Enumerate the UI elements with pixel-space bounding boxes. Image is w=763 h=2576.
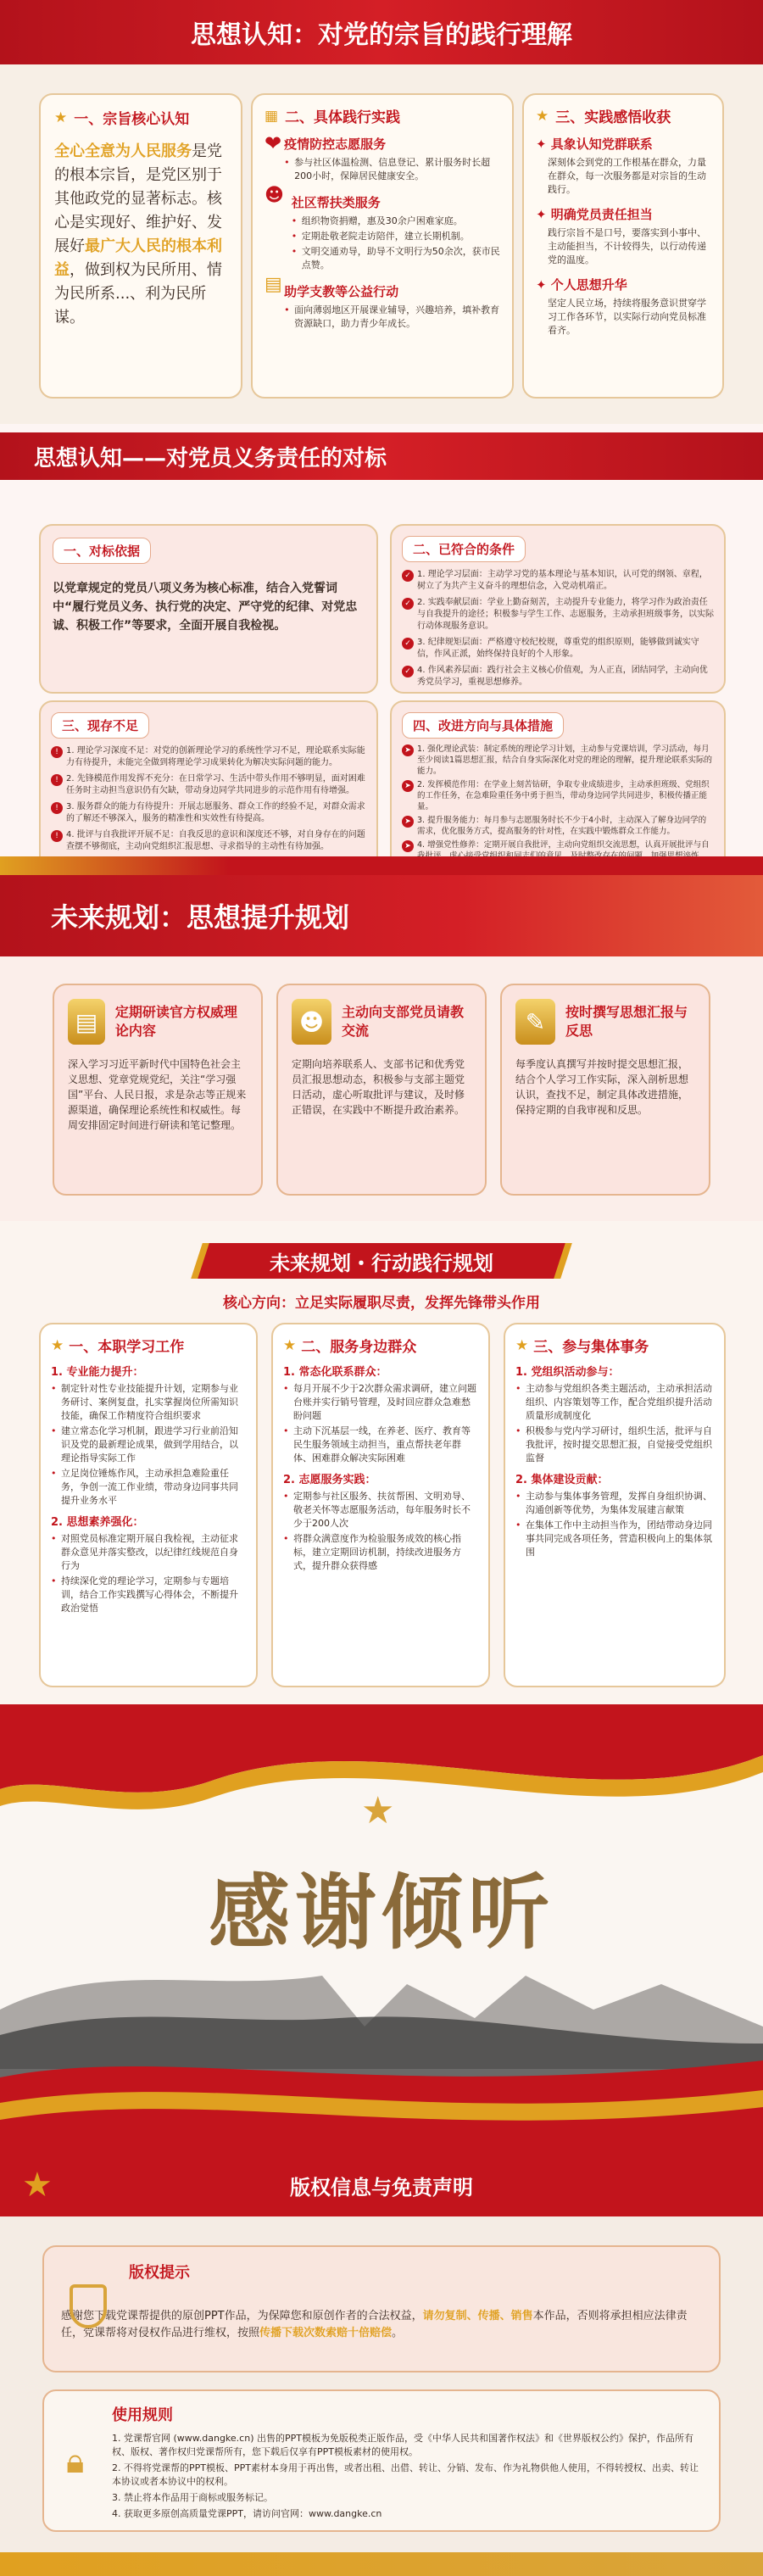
insight-item: ✦ 个人思想升华 坚定人民立场，持续将服务意识贯穿学习工作各环节，以实际行动向党员标准看齐。 [536, 277, 706, 336]
improvement-card [390, 700, 726, 875]
shortcoming-card [39, 700, 378, 875]
mission-core-card [39, 93, 242, 399]
number-badge-icon: ➤ [402, 780, 414, 792]
practice-item: ☻ 社区帮扶类服务 • 组织物资捐赠，惠及30余户困难家庭。 • 定期赴敬老院走访陪伴，建立长期机制。 • 文明交通劝导，助导不文明行为50余次，获市民点赞。 [265, 185, 500, 274]
insight-card [522, 93, 724, 399]
document-lock-icon: 🔒︎ [66, 2442, 85, 2481]
number-badge-icon: ! [51, 830, 63, 842]
section-copyright [0, 2154, 763, 2576]
rule-item: 2. 不得将党课帮的PPT模板、PPT素材本身用于再出售，或者出租、出借、转让、分销、发布、作为礼物供他人使用，不得转授权、出卖、转让本协议或者本协议中的权利。 [112, 2462, 699, 2487]
section-banner [0, 432, 763, 480]
quadrant-heading: 三、现存不足 [51, 712, 149, 739]
action-column: ★ 三、参与集体事务 1. 党组织活动参与： • 主动参与党组织各类主题活动，主动承担活动组织、内容策划等工作，配合党组织提升活动质量形成制度化 • 积极参与党内学习研讨，组织生活，批评与自我批评，按时提交思想汇报，自觉接受党组织监督 2. 集体建设贡献： • 主动参与集体事务管理，发挥自身组织协调、沟通创新等优势，为集体发展建言献策 • 在集体工作中主动担当作为，团结带动身边同事共同完成各项任务，营造积极向上的集体氛围 [504, 1323, 726, 1687]
section-title: 思想认知：对党的宗旨的践行理解 [191, 20, 572, 50]
list-item: ! 4. 批评与自我批评开展不足：自我反思的意识和深度还不够，对自身存在的问题查摆不够彻底，主动向党组织汇报思想、寻求指导的主动性有待加强。 [51, 829, 366, 853]
plan-card: ▤ 定期研读官方权威理论内容 深入学习习近平新时代中国特色社会主义思想、党章党规党纪，关注“学习强国”平台、人民日报，求是杂志等正规来源渠道，确保理论系统性和权威性。每周安排固定时间进行研读和笔记整理。 [53, 984, 263, 1196]
list-item: ! 2. 先锋模范作用发挥不充分：在日常学习、生活中带头作用不够明显，面对困难任务时主动担当意识仍有欠缺，带动身边同学共同进步的示范作用有待增强。 [51, 773, 366, 797]
insight-item: ✦ 明确党员责任担当 践行宗旨不是口号，要落实到小事中、主动能担当，不计较得失，以行动传递党的温度。 [536, 207, 706, 265]
basis-text: 以党章规定的党员八项义务为核心标准，结合入党誓词中“履行党员义务、执行党的决定、严守党的纪律、对党忠诚、积极工作”等要求，全面开展自我检视。 [53, 582, 358, 633]
copyright-text: 感谢您下载党课帮提供的原创PPT作品，为保障您和原创作者的合法权益，请勿复制、传播、销售本作品，否则将承担相应法律责任，党课帮将对侵权作品进行维权，按照传播下载次数索赔十倍赔偿。 [61, 2310, 688, 2339]
top-red-stripe [0, 856, 763, 875]
star-icon: ★ [22, 2166, 53, 2205]
rule-item: 1. 党课帮官网 (www.dangke.cn) 出售的PPT模板为免版税类正版作品，受《中华人民共和国著作权法》和《世界版权公约》保护，作品所有权、版权、著作权归党课帮所有，您下载后仅享有PPT模板素材的使用权。 [112, 2433, 693, 2457]
practice-item: ▤ 助学支教等公益行动 • 面向薄弱地区开展课业辅导，兴趣培养，填补教育资源缺口，助力青少年成长。 [265, 274, 500, 332]
number-badge-icon: ➤ [402, 840, 414, 852]
list-item: ✓ 2. 实践奉献层面：学业上勤奋刻苦，主动提升专业能力，将学习作为政治责任与自我提升的途径；积极参与学生工作、志愿服务，主动承担班级事务，以实际行动体现服务意识。 [402, 597, 714, 633]
section-title: 思想认知——对党员义务责任的对标 [34, 445, 387, 471]
list-item: ➤ 3. 提升服务能力：每月参与志愿服务时长不少于4小时，主动深入了解身边同学的需求，优化服务方式，提高服务的针对性，在实践中锻炼群众工作能力。 [402, 815, 714, 837]
pen-paper-icon: ✎ [515, 999, 555, 1045]
list-item: ✓ 1. 理论学习层面：主动学习党的基本理论与基本知识，认可党的纲领、章程，树立了为共产主义奋斗的理想信念，入党动机端正。 [402, 569, 714, 593]
star-icon: ✦ [536, 137, 551, 152]
quadrant-heading: 四、改进方向与具体措施 [402, 712, 564, 739]
section-thought-plan [0, 856, 763, 1221]
section-banner [0, 875, 763, 956]
section-banner [0, 2154, 763, 2216]
book-icon: ▤ [68, 999, 105, 1045]
qualified-card [390, 524, 726, 694]
list-item: ➤ 2. 发挥模范作用：在学业上刻苦钻研，争取专业成绩进步，主动承担班级、党组织的工作任务，在急难险重任务中勇于担当，带动身边同学共同进步，积极传播正能量。 [402, 779, 714, 812]
rule-item: 3. 禁止将本作品用于商标或服务标记。 [112, 2492, 273, 2503]
thanks-title: 感谢倾听 [209, 1865, 554, 1960]
star-icon: ★ [536, 107, 549, 125]
list-item: ! 3. 服务群众的能力有待提升：开展志愿服务、群众工作的经验不足，对群众需求的了解还不够深入，服务的精准性和实效性有待提高。 [51, 801, 366, 825]
number-badge-icon: ➤ [402, 744, 414, 756]
star-icon: ★ [361, 1789, 395, 1832]
section-action-plan [0, 1221, 763, 1704]
section-mission-understanding [0, 0, 763, 424]
section-title: 未来规划・行动践行规划 [270, 1252, 493, 1275]
insight-item: ✦ 具象认知党群联系 深刻体会到党的工作根基在群众，力量在群众，每一次服务都是对宗旨的生动践行。 [536, 137, 706, 195]
number-badge-icon: ✓ [402, 598, 414, 610]
copyright-notice-card: 版权提示 感谢您下载党课帮提供的原创PPT作品，为保障您和原创作者的合法权益，请勿复制、传播、销售本作品，否则将承担相应法律责任，党课帮将对侵权作品进行维权，按照传播下载次数索赔十倍赔偿。 [42, 2245, 721, 2372]
mission-core-text: 全心全意为人民服务是党的根本宗旨，是党区别于其他政党的显著标志。核心是实现好、维护好、发展好最广大人民的根本利益，做到权为民所用、情为民所系...、利为民所谋。 [54, 142, 222, 326]
section-title: 版权信息与免责声明 [290, 2175, 473, 2200]
quadrant-heading: 一、对标依据 [53, 538, 151, 564]
number-badge-icon: ✓ [402, 570, 414, 582]
quadrant-heading: 二、已符合的条件 [402, 536, 526, 562]
card-heading: ▦ 二、具体践行实践 [265, 107, 401, 126]
star-icon: ★ [515, 1336, 529, 1354]
building-icon: ▦ [265, 107, 279, 125]
people-icon: ☻ [265, 185, 284, 206]
star-icon: ★ [283, 1336, 297, 1354]
star-icon: ★ [51, 1336, 64, 1354]
plan-card: ✎ 按时撰写思想汇报与反思 每季度认真撰写并按时提交思想汇报，结合个人学习工作实际，深入剖析思想认识，查找不足，制定具体改进措施，保持定期的自我审视和反思。 [500, 984, 710, 1196]
plan-card: ☻ 主动向支部党员请教交流 定期向培养联系人、支部书记和优秀党员汇报思想动态，积极参与支部主题党日活动，虚心听取批评与建议，及时修正错误，在实践中不断提升政治素养。 [276, 984, 487, 1196]
card-heading: ★ 一、宗旨核心认知 [54, 109, 190, 128]
bottom-gold-stripe [0, 2552, 763, 2576]
number-badge-icon: ! [51, 774, 63, 786]
action-column: ★ 一、本职学习工作 1. 专业能力提升： • 制定针对性专业技能提升计划，定期参与业务研讨、案例复盘，扎实掌握岗位所需知识技能，确保工作精度符合组织要求 • 建立常态化学习机制，跟进学习行业前沿知识及党的最新理论成果，做到学用结合，以理论指导实际工作 • 立足岗位锤炼作风，主动承担急难险重任务，争创一流工作业绩，带动身边同事共同提升业务水平 2. 思想素养强化： • 对照党员标准定期开展自我检视，主动征求群众意见并落实整改，以纪律红线规范自身行为 • 持续深化党的理论学习，定期参与专题培训，结合工作实践撰写心得体会，不断提升政治觉悟 [39, 1323, 258, 1687]
list-item: ➤ 1. 强化理论武装：制定系统的理论学习计划，主动参与党课培训，学习活动，每月至少阅读1篇思想汇报，结合自身实际深化对党的理论的理解，提升理论联系实际的能力。 [402, 744, 714, 777]
card-heading: ★ 三、实践感悟收获 [536, 107, 671, 126]
people-talk-icon: ☻ [292, 999, 331, 1045]
number-badge-icon: ! [51, 802, 63, 814]
shield-icon [70, 2284, 107, 2328]
rule-item: 4. 获取更多原创高质量党课PPT，请访问官网：www.dangke.cn [112, 2508, 382, 2519]
action-column: ★ 二、服务身边群众 1. 常态化联系群众： • 每月开展不少于2次群众需求调研，建立问题台账并实行销号管理，及时回应群众急难愁盼问题 • 主动下沉基层一线，在养老、医疗、教育等民生服务领域主动担当，重点帮扶老年群体、困难群众解决实际困难 2. 志愿服务实践： • 定期参与社区服务、扶贫帮困、文明劝导、敬老关怀等志愿服务活动，每年服务时长不少于200人次 • 将群众满意度作为检验服务成效的核心指标，建立定期回访机制，持续改进服务方式，提升群众获得感 [271, 1323, 490, 1687]
list-item: ✓ 3. 纪律规矩层面：严格遵守校纪校规，尊重党的组织原则，能够做到诚实守信，作风正派，始终保持良好的个人形象。 [402, 637, 714, 661]
section-duty-benchmark [0, 424, 763, 856]
list-item: ! 1. 理论学习深度不足：对党的创新理论学习的系统性学习不足，理论联系实际能力有待提升，未能完全做到将理论学习成果转化为解决实际问题的能力。 [51, 745, 366, 769]
number-badge-icon: ! [51, 746, 63, 758]
number-badge-icon: ➤ [402, 816, 414, 828]
number-badge-icon: ✓ [402, 666, 414, 677]
hands-heart-icon: ❤ [265, 131, 282, 155]
list-item: ✓ 4. 作风素养层面：践行社会主义核心价值观，为人正直，团结同学，主动向优秀党员学习，重视思想修养。 [402, 665, 714, 689]
section-banner [0, 0, 763, 64]
number-badge-icon: ✓ [402, 638, 414, 650]
benchmark-basis-card [39, 524, 378, 694]
star-icon: ★ [54, 109, 68, 126]
practice-card [251, 93, 514, 399]
star-icon: ✦ [536, 277, 551, 293]
section-thanks [0, 1704, 763, 2154]
star-icon: ✦ [536, 207, 551, 222]
book-icon: ▤ [265, 274, 282, 295]
practice-item: ❤ 疫情防控志愿服务 • 参与社区体温检测、信息登记、累计服务时长超200小时，保障居民健康安全。 [265, 131, 500, 185]
list-item: ➤ 4. 增强党性修养：定期开展自我批评，主动向党组织交流思想，认真开展批评与自 [402, 839, 714, 873]
section-title: 未来规划：思想提升规划 [51, 901, 350, 934]
usage-rules-card: 🔒︎ 使用规则 1. 党课帮官网 (www.dangke.cn) 出售的PPT模板为免版税类正版作品，受《中华人民共和国著作权法》和《世界版权公约》保护，作品所有权、版权、著作权归党课帮所有，您下载后仅享有PPT模板素材的使用权。 2. 不得将党课帮的PPT模板、PPT素材本身用于再出售，或者出租、出借、转让、分销、发布、作为礼物供他人使用，不得转授权、出卖、转让本协议或者本协议中的权利。 3. 禁止将本作品用于商标或服务标记。 4. 获取更多原创高质量党课PPT，请访问官网：www.dangke.cn [42, 2389, 721, 2532]
core-direction: 核心方向：立足实际履职尽责，发挥先锋带头作用 [223, 1295, 540, 1312]
